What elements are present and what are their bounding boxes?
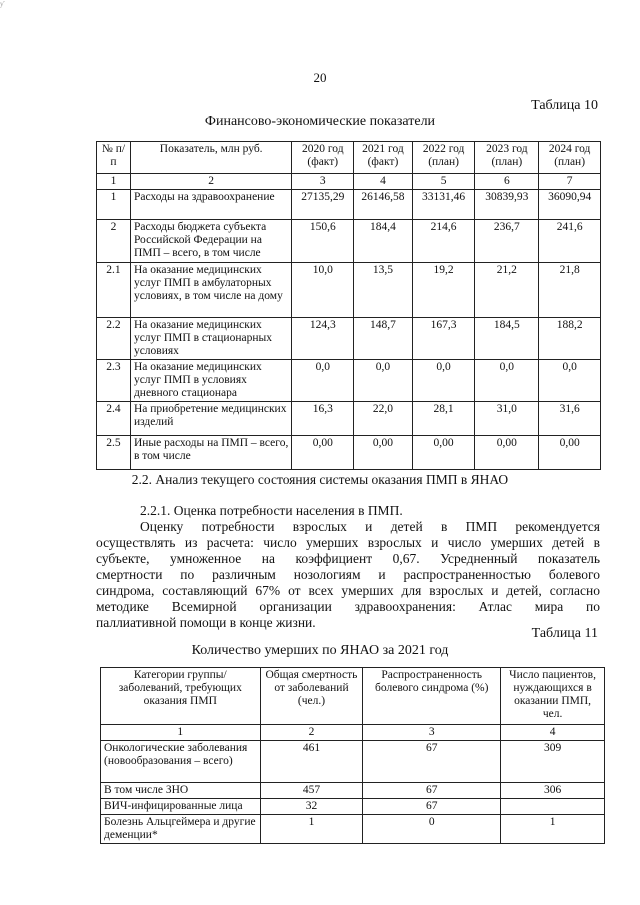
t10-cell: 16,3: [292, 402, 354, 436]
t11-cell: ВИЧ-инфицированные лица: [101, 799, 261, 815]
t10-cell: 0,00: [412, 436, 475, 470]
t11-cell: 1: [501, 815, 605, 844]
t10-num-cell: 7: [539, 174, 601, 190]
table11-header-row: [101, 668, 605, 725]
t10-header-cell: 2024 год (план): [539, 142, 601, 174]
table-row: [101, 799, 605, 815]
t10-cell: 21,2: [475, 263, 539, 318]
t10-cell: 36090,94: [539, 190, 601, 220]
t10-num-cell: 6: [475, 174, 539, 190]
t10-header-cell: 2021 год (факт): [354, 142, 413, 174]
t10-cell: 22,0: [354, 402, 413, 436]
t10-cell: На оказание медицинских услуг ПМП в условиях дневного стационара: [130, 360, 291, 402]
t11-cell: 32: [260, 799, 363, 815]
paragraph-line: смертности по различным нозологиям и распространенностью болевого: [96, 567, 600, 582]
t10-num-cell: 4: [354, 174, 413, 190]
t11-cell: 67: [363, 741, 501, 783]
paragraph-line: методике Всемирной организации здравоохранения: Атлас мира по: [96, 599, 600, 614]
t10-cell: 236,7: [475, 220, 539, 263]
paragraph-line: субъекте, умноженное на коэффициент 0,67. Усредненный показатель: [96, 551, 600, 566]
t11-num-cell: 2: [260, 725, 363, 741]
t11-cell: 67: [363, 783, 501, 799]
subsection-heading: 2.2.1. Оценка потребности населения в ПМП.: [140, 503, 403, 518]
t10-cell: 19,2: [412, 263, 475, 318]
t10-cell: 2.3: [97, 360, 131, 402]
t10-cell: 2.2: [97, 318, 131, 360]
t10-cell: 148,7: [354, 318, 413, 360]
table11-label: Таблица 11: [531, 626, 598, 641]
t10-cell: 0,00: [354, 436, 413, 470]
t10-cell: 0,0: [475, 360, 539, 402]
t11-header-cell: Общая смертность от заболеваний (чел.): [260, 668, 363, 725]
page-number: 20: [313, 70, 327, 85]
table-row: [97, 318, 601, 360]
table-row: [97, 190, 601, 220]
t11-cell: [501, 799, 605, 815]
t10-header-cell: 2022 год (план): [412, 142, 475, 174]
t11-cell: 0: [363, 815, 501, 844]
table-row: [97, 402, 601, 436]
t11-num-cell: 3: [363, 725, 501, 741]
table10-label: Таблица 10: [531, 98, 598, 113]
t10-num-cell: 5: [412, 174, 475, 190]
t10-cell: 150,6: [292, 220, 354, 263]
t11-cell: 461: [260, 741, 363, 783]
t11-cell: 457: [260, 783, 363, 799]
table-row: [101, 815, 605, 844]
t10-header-cell: 2023 год (план): [475, 142, 539, 174]
table10-header-row: [97, 142, 601, 174]
t10-cell: 0,0: [292, 360, 354, 402]
t10-cell: 124,3: [292, 318, 354, 360]
t10-cell: 0,00: [475, 436, 539, 470]
t10-cell: 31,0: [475, 402, 539, 436]
t10-cell: 28,1: [412, 402, 475, 436]
table-10: [96, 141, 601, 470]
t10-cell: 0,0: [412, 360, 475, 402]
table-row: [101, 783, 605, 799]
table10-title: Финансово-экономические показатели: [204, 114, 436, 129]
t10-cell: 0,0: [539, 360, 601, 402]
t11-num-cell: 4: [501, 725, 605, 741]
t10-cell: 167,3: [412, 318, 475, 360]
t10-cell: 2.4: [97, 402, 131, 436]
table-11: [100, 667, 605, 844]
t10-cell: 188,2: [539, 318, 601, 360]
t10-cell: На оказание медицинских услуг ПМП в стационарных условиях: [130, 318, 291, 360]
t11-header-cell: Число пациентов, нуждающихся в оказании ПМП, чел.: [501, 668, 605, 725]
t10-cell: На оказание медицинских услуг ПМП в амбулаторных условиях, в том числе на дому: [130, 263, 291, 318]
t10-cell: Расходы бюджета субъекта Российской Федерации на ПМП – всего, в том числе: [130, 220, 291, 263]
t10-cell: Иные расходы на ПМП – всего, в том числе: [130, 436, 291, 470]
t10-cell: 1: [97, 190, 131, 220]
table-row: [97, 436, 601, 470]
t10-cell: 27135,29: [292, 190, 354, 220]
paragraph-line: паллиативной помощи в конце жизни.: [96, 615, 316, 630]
paragraph-line: синдрома, составляющий 67% от всех умерших для взрослых и детей, согласно: [96, 583, 600, 598]
t11-cell: 1: [260, 815, 363, 844]
t10-cell: 0,0: [354, 360, 413, 402]
table-row: [97, 220, 601, 263]
t10-num-cell: 1: [97, 174, 131, 190]
t10-cell: На приобретение медицинских изделий: [130, 402, 291, 436]
t10-cell: 2.5: [97, 436, 131, 470]
t10-cell: 2.1: [97, 263, 131, 318]
table-row: [97, 263, 601, 318]
table-row: [97, 360, 601, 402]
t10-num-cell: 2: [130, 174, 291, 190]
t10-cell: 21,8: [539, 263, 601, 318]
t10-cell: 33131,46: [412, 190, 475, 220]
t10-cell: 26146,58: [354, 190, 413, 220]
t10-header-cell: 2020 год (факт): [292, 142, 354, 174]
t11-header-cell: Распространенность болевого синдрома (%): [363, 668, 501, 725]
t11-cell: Онкологические заболевания (новообразования – всего): [101, 741, 261, 783]
t11-num-cell: 1: [101, 725, 261, 741]
t10-cell: 2: [97, 220, 131, 263]
t10-cell: 30839,93: [475, 190, 539, 220]
t10-cell: 184,5: [475, 318, 539, 360]
t11-cell: Болезнь Альцгеймера и другие деменции*: [101, 815, 261, 844]
t10-cell: 10,0: [292, 263, 354, 318]
table10-numbering-row: [97, 174, 601, 190]
t11-cell: 309: [501, 741, 605, 783]
t11-cell: 67: [363, 799, 501, 815]
t11-cell: 306: [501, 783, 605, 799]
t10-header-cell: № п/п: [97, 142, 131, 174]
scan-mark: ƴ: [0, 0, 4, 8]
t10-cell: 31,6: [539, 402, 601, 436]
paragraph-line: осуществлять из расчета: число умерших взрослых и число умерших детей в: [96, 535, 600, 550]
table-row: [101, 741, 605, 783]
section-heading: 2.2. Анализ текущего состояния системы оказания ПМП в ЯНАО: [131, 472, 509, 487]
t10-cell: 0,00: [539, 436, 601, 470]
t10-header-cell: Показатель, млн руб.: [130, 142, 291, 174]
table11-numbering-row: [101, 725, 605, 741]
t11-header-cell: Категории группы/заболеваний, требующих оказания ПМП: [101, 668, 261, 725]
paragraph-line: Оценку потребности взрослых и детей в ПМП рекомендуется: [140, 519, 600, 534]
t10-cell: 13,5: [354, 263, 413, 318]
t11-cell: В том числе ЗНО: [101, 783, 261, 799]
table11-title: Количество умерших по ЯНАО за 2021 год: [191, 643, 449, 658]
t10-cell: 214,6: [412, 220, 475, 263]
t10-cell: Расходы на здравоохранение: [130, 190, 291, 220]
t10-cell: 184,4: [354, 220, 413, 263]
t10-cell: 241,6: [539, 220, 601, 263]
t10-num-cell: 3: [292, 174, 354, 190]
t10-cell: 0,00: [292, 436, 354, 470]
